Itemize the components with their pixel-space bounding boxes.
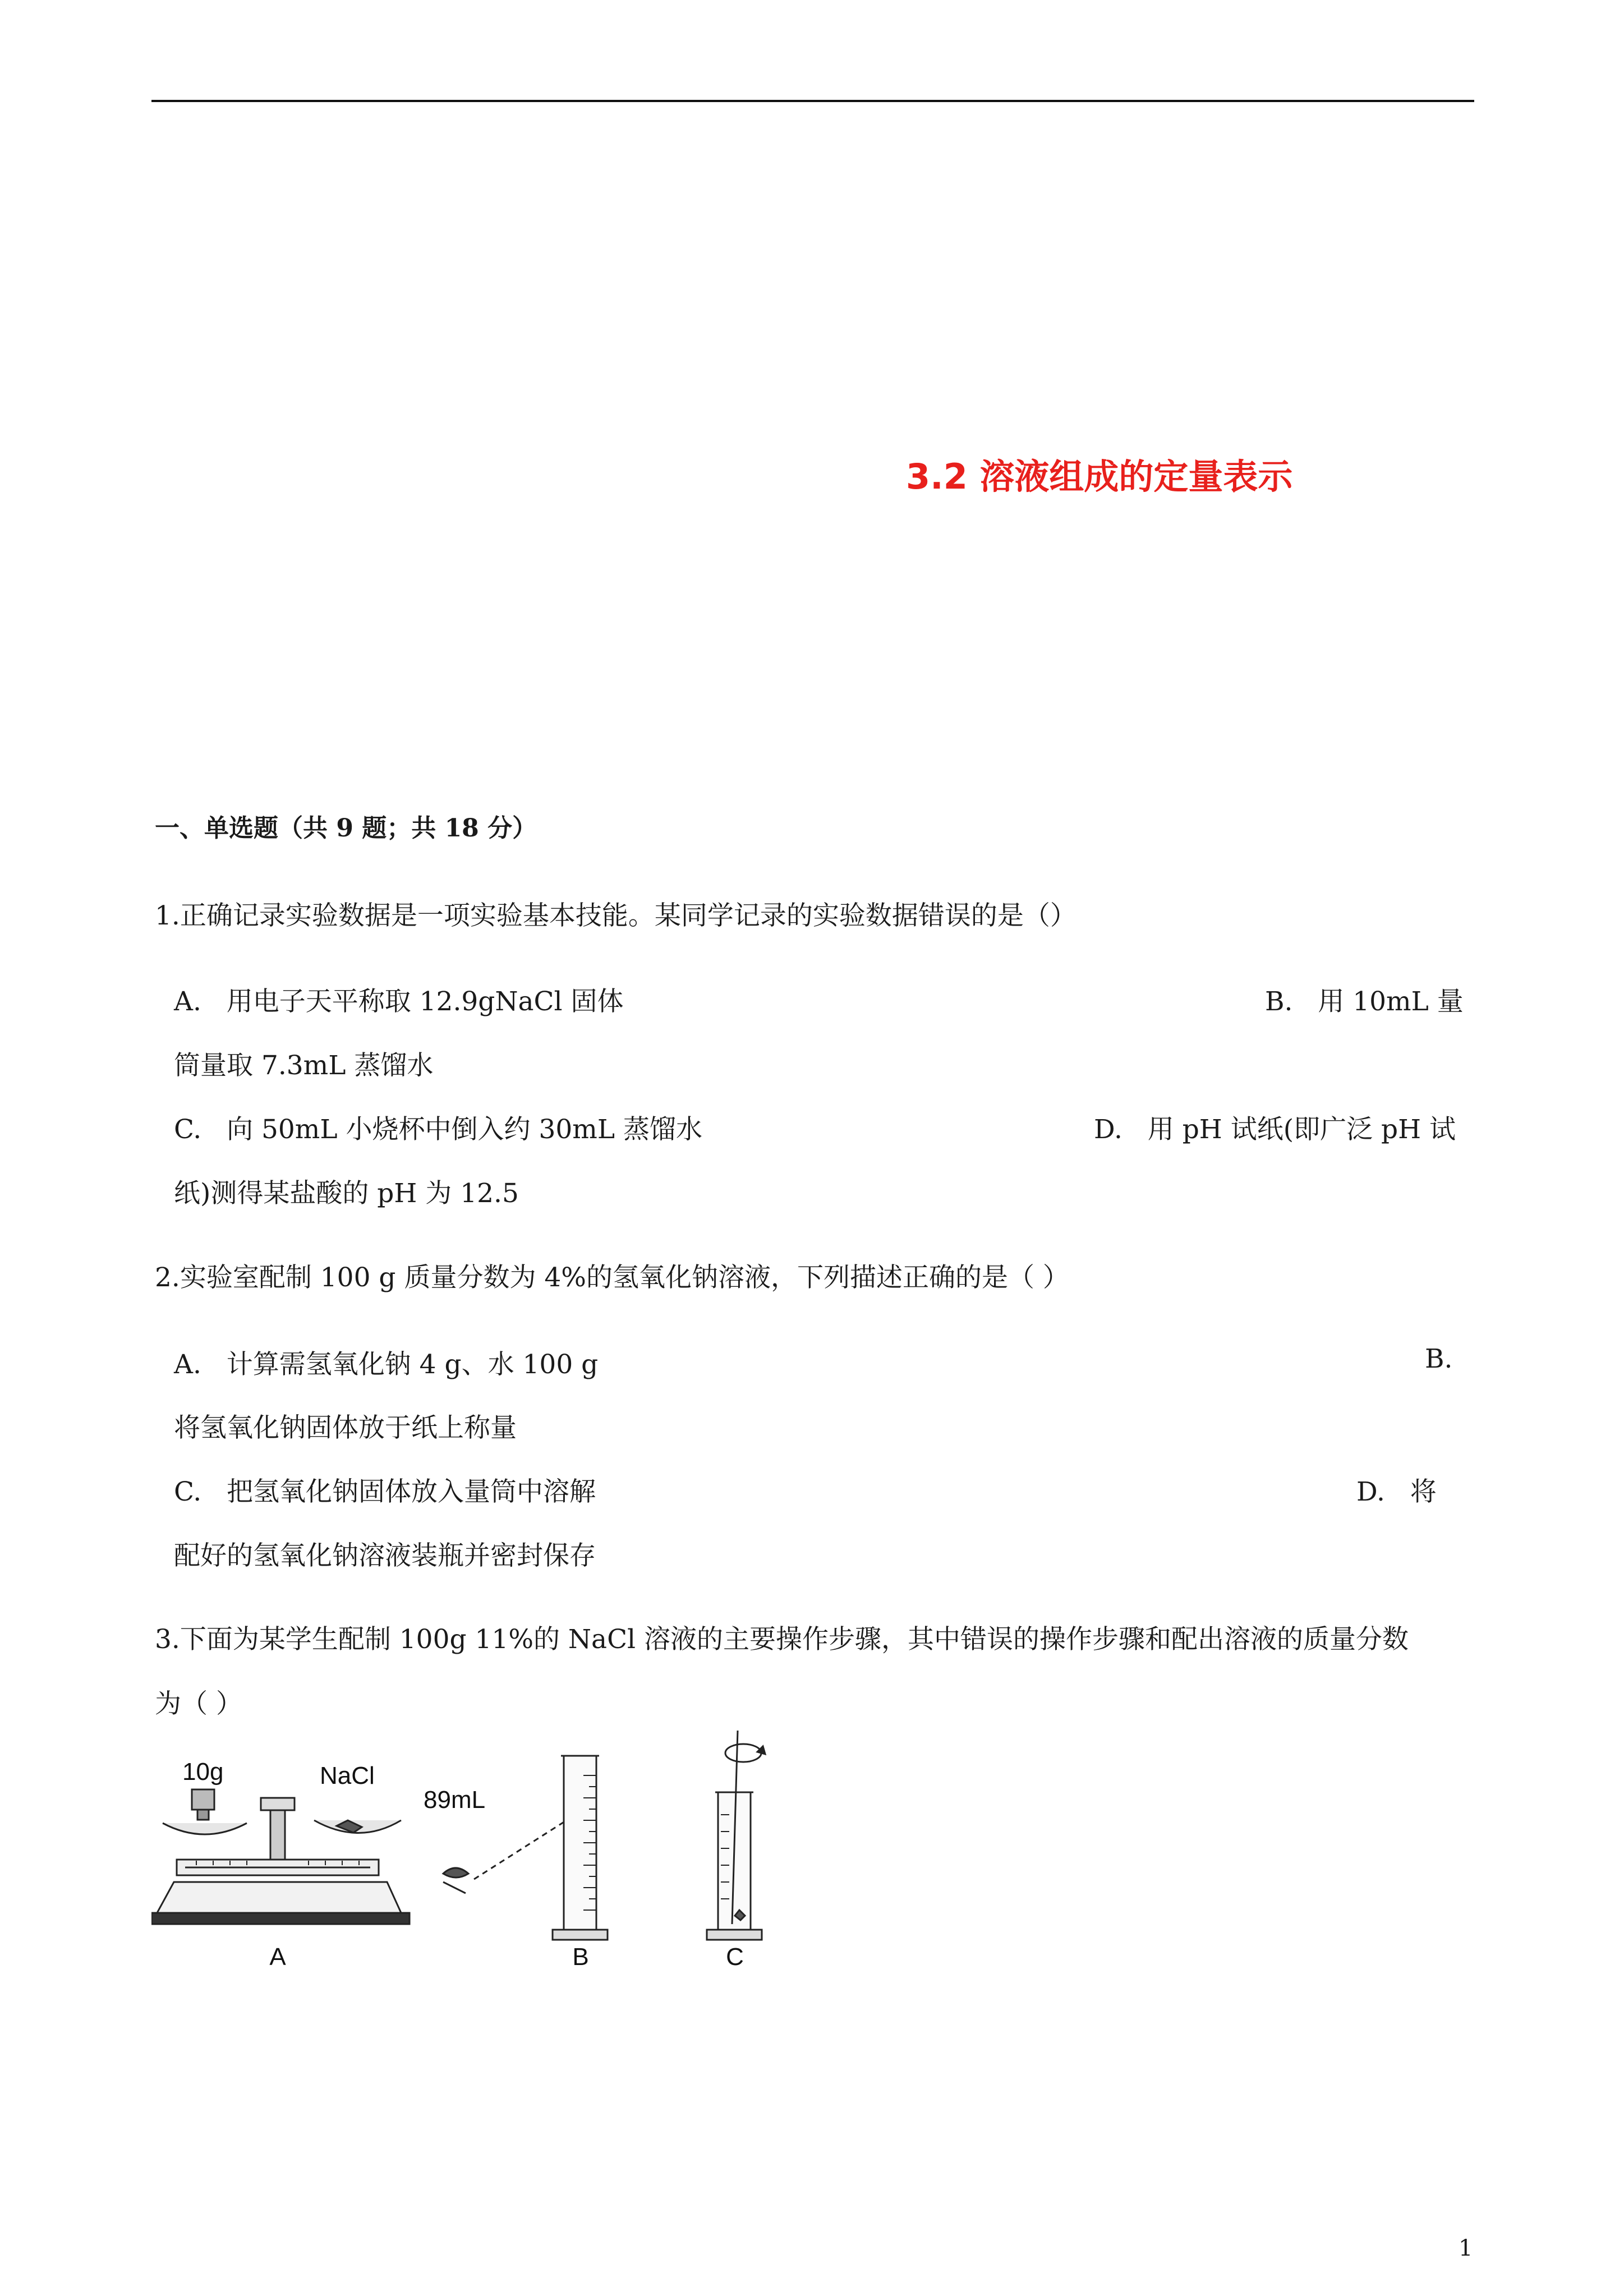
option-text: 将 — [1410, 1476, 1437, 1507]
section-heading: 一、单选题（共 9 题；共 18 分） — [155, 814, 537, 843]
option-letter: D. — [1094, 1114, 1122, 1145]
question-2-option-d — [1356, 1471, 1437, 1508]
panel-label-c: C — [726, 1943, 744, 1971]
option-text: 把氢氧化钠固体放入量筒中溶解 — [227, 1476, 596, 1507]
cylinder-reading-diagram — [424, 1756, 608, 1971]
header-rule — [151, 100, 1474, 102]
balance-diagram — [151, 1758, 410, 1971]
question-2-option-c — [174, 1471, 596, 1508]
page-number: 1 — [1459, 2235, 1473, 2261]
question-3-figure — [151, 1731, 774, 2022]
option-letter: D. — [1356, 1476, 1385, 1507]
panel-label-a: A — [269, 1943, 286, 1971]
option-text: 向 50mL 小烧杯中倒入约 30mL 蒸馏水 — [227, 1114, 702, 1145]
option-text: 用 pH 试纸(即广泛 pH 试 — [1147, 1114, 1456, 1145]
question-3-stem: 3.下面为某学生配制 100g 11%的 NaCl 溶液的主要操作步骤，其中错误的操作步骤和配出溶液的质量分数 — [155, 1624, 1409, 1655]
cylinder-dissolve-diagram — [707, 1731, 765, 1971]
option-letter: C. — [174, 1114, 202, 1145]
question-2-option-b — [1425, 1343, 1452, 1374]
question-1-option-a — [174, 981, 623, 1018]
document-title: 3.2 溶液组成的定量表示 — [906, 456, 1293, 497]
question-3-stem-continued: 为（ ） — [155, 1688, 242, 1719]
option-text: 计算需氢氧化钠 4 g、水 100 g — [226, 1349, 599, 1380]
question-1-option-c — [174, 1108, 702, 1146]
question-1-option-b — [1265, 981, 1464, 1018]
question-2-option-a — [174, 1343, 598, 1381]
option-letter: A. — [174, 986, 201, 1017]
question-1-option-b-continued: 筒量取 7.3mL 蒸馏水 — [174, 1050, 434, 1081]
option-text: 用 10mL 量 — [1318, 986, 1464, 1017]
question-2-stem: 2.实验室配制 100 g 质量分数为 4%的氢氧化钠溶液，下列描述正确的是（ ） — [155, 1262, 1069, 1293]
question-1-option-d-continued: 纸)测得某盐酸的 pH 为 12.5 — [174, 1178, 519, 1209]
option-letter: B. — [1265, 986, 1293, 1017]
option-letter: B. — [1425, 1343, 1453, 1374]
question-1-option-d — [1094, 1108, 1456, 1146]
volume-label: 89mL — [424, 1786, 486, 1814]
option-text: 用电子天平称取 12.9gNaCl 固体 — [226, 986, 624, 1017]
question-1-stem: 1.正确记录实验数据是一项实验基本技能。某同学记录的实验数据错误的是（） — [155, 900, 1076, 931]
option-letter: A. — [174, 1349, 201, 1380]
panel-label-b: B — [572, 1943, 589, 1971]
option-letter: C. — [174, 1476, 202, 1507]
question-2-option-d-continued: 配好的氢氧化钠溶液装瓶并密封保存 — [174, 1540, 596, 1571]
question-2-option-b-continued: 将氢氧化钠固体放于纸上称量 — [174, 1412, 517, 1443]
salt-label: NaCl — [320, 1762, 375, 1789]
weight-label: 10g — [182, 1758, 224, 1786]
